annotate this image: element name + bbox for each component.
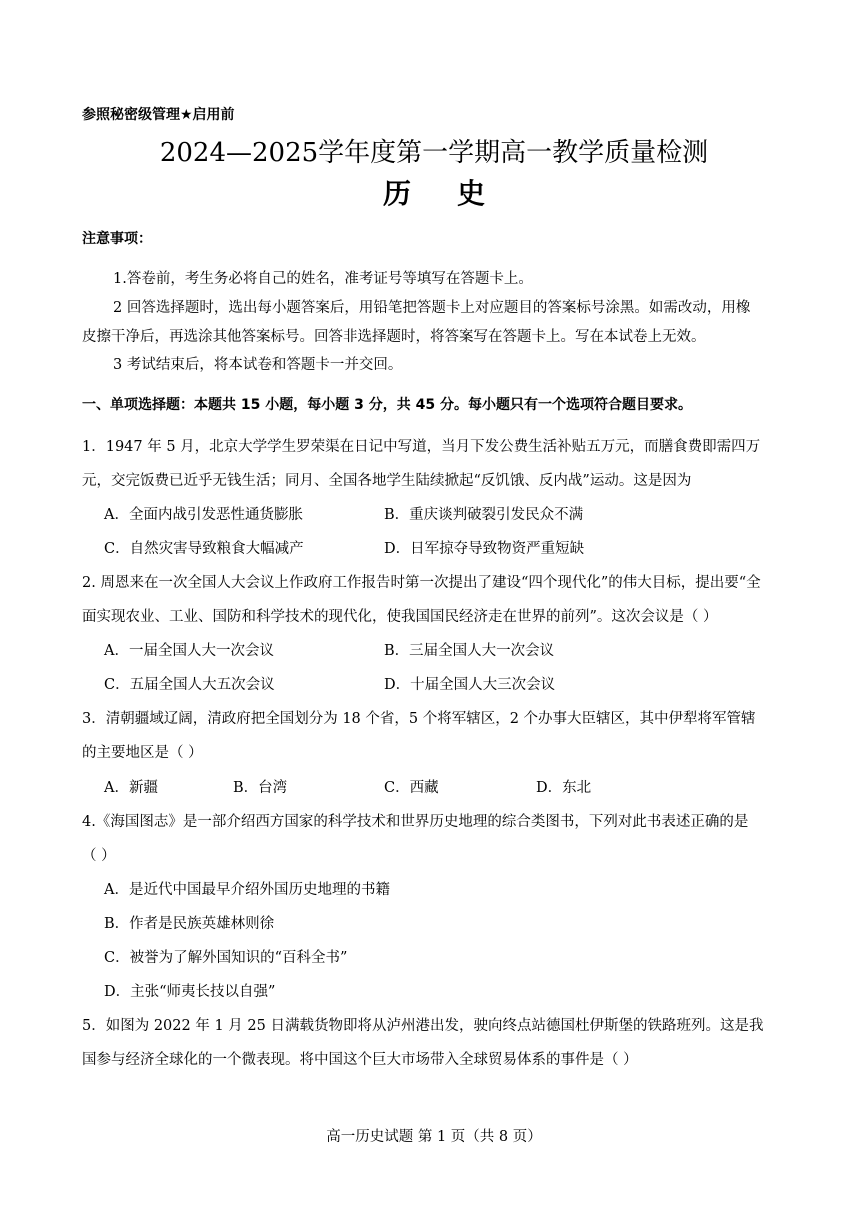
- question-4-option-b: B．作者是民族英雄林则徐: [104, 916, 275, 932]
- note-item-1: 1.答卷前，考生务必将自己的姓名，准考证号等填写在答题卡上。: [113, 271, 533, 287]
- question-4-stem-line-1: 4.《海国图志》是一部介绍西方国家的科学技术和世界历史地理的综合类图书，下列对此书表述正确的是: [82, 814, 749, 830]
- note-item-2-line-2: 皮擦干净后，再选涂其他答案标号。回答非选择题时，将答案写在答题卡上。写在本试卷上无效。: [82, 329, 706, 345]
- question-1-stem-line-1: 1．1947 年 5 月，北京大学学生罗荣渠在日记中写道，当月下发公费生活补贴五万元，而膳食费即需四万: [82, 439, 761, 455]
- question-3-option-a: A．新疆: [104, 780, 158, 796]
- question-2-stem-line-1: 2. 周恩来在一次全国人大会议上作政府工作报告时第一次提出了建设“四个现代化”的伟大目标，提出要“全: [82, 575, 761, 591]
- notes-heading: 注意事项：: [82, 231, 152, 247]
- question-3-option-b: B．台湾: [233, 780, 288, 796]
- question-3-option-c: C．西藏: [384, 780, 439, 796]
- section-heading: 一、单项选择题：本题共 15 小题，每小题 3 分，共 45 分。每小题只有一个选项符合题目要求。: [82, 397, 692, 413]
- question-5-stem-line-1: 5．如图为 2022 年 1 月 25 日满载货物即将从泸州港出发，驶向终点站德国杜伊斯堡的铁路班列。这是我: [82, 1018, 764, 1034]
- question-1-option-d: D．日军掠夺导致物资严重短缺: [384, 541, 585, 557]
- subject-title: 历史: [382, 177, 531, 210]
- note-item-2-line-1: 2 回答选择题时，选出每小题答案后，用铅笔把答题卡上对应题目的答案标号涂黑。如需改动，用橡: [113, 300, 751, 316]
- note-item-3: 3 考试结束后，将本试卷和答题卡一并交回。: [113, 357, 403, 373]
- question-2-option-b: B．三届全国人大一次会议: [384, 643, 555, 659]
- question-3-option-d: D．东北: [536, 780, 592, 796]
- question-1-option-a: A．全面内战引发恶性通货膨胀: [104, 507, 303, 523]
- question-4-option-a: A．是近代中国最早介绍外国历史地理的书籍: [104, 882, 390, 898]
- question-1-stem-line-2: 元，交完饭费已近乎无钱生活；同月、全国各地学生陆续掀起“反饥饿、反内战”运动。这是因为: [82, 473, 692, 489]
- page-footer: 高一历史试题 第 1 页（共 8 页）: [326, 1129, 542, 1145]
- question-4-option-d: D．主张“师夷长技以自强”: [104, 984, 276, 1000]
- confidential-label: 参照秘密级管理★启用前: [82, 107, 235, 123]
- question-2-option-d: D．十届全国人大三次会议: [384, 677, 556, 693]
- question-1-option-c: C．自然灾害导致粮食大幅减产: [104, 541, 304, 557]
- question-3-stem-line-2: 的主要地区是（ ）: [82, 745, 203, 761]
- question-4-option-c: C．被誉为了解外国知识的“百科全书”: [104, 950, 348, 966]
- question-4-stem-line-2: （ ）: [82, 848, 116, 864]
- question-2-stem-line-2: 面实现农业、工业、国防和科学技术的现代化，使我国国民经济走在世界的前列”。这次会议是（ ）: [82, 609, 718, 625]
- question-2-option-c: C．五届全国人大五次会议: [104, 677, 275, 693]
- question-3-stem-line-1: 3．清朝疆域辽阔，清政府把全国划分为 18 个省，5 个将军辖区，2 个办事大臣辖区，其中伊犁将军管辖: [82, 711, 756, 727]
- exam-title: 2024—2025学年度第一学期高一教学质量检测: [159, 138, 709, 168]
- question-2-option-a: A．一届全国人大一次会议: [104, 643, 274, 659]
- question-5-stem-line-2: 国参与经济全球化的一个微表现。将中国这个巨大市场带入全球贸易体系的事件是（ ）: [82, 1052, 638, 1068]
- question-1-option-b: B．重庆谈判破裂引发民众不满: [384, 507, 584, 523]
